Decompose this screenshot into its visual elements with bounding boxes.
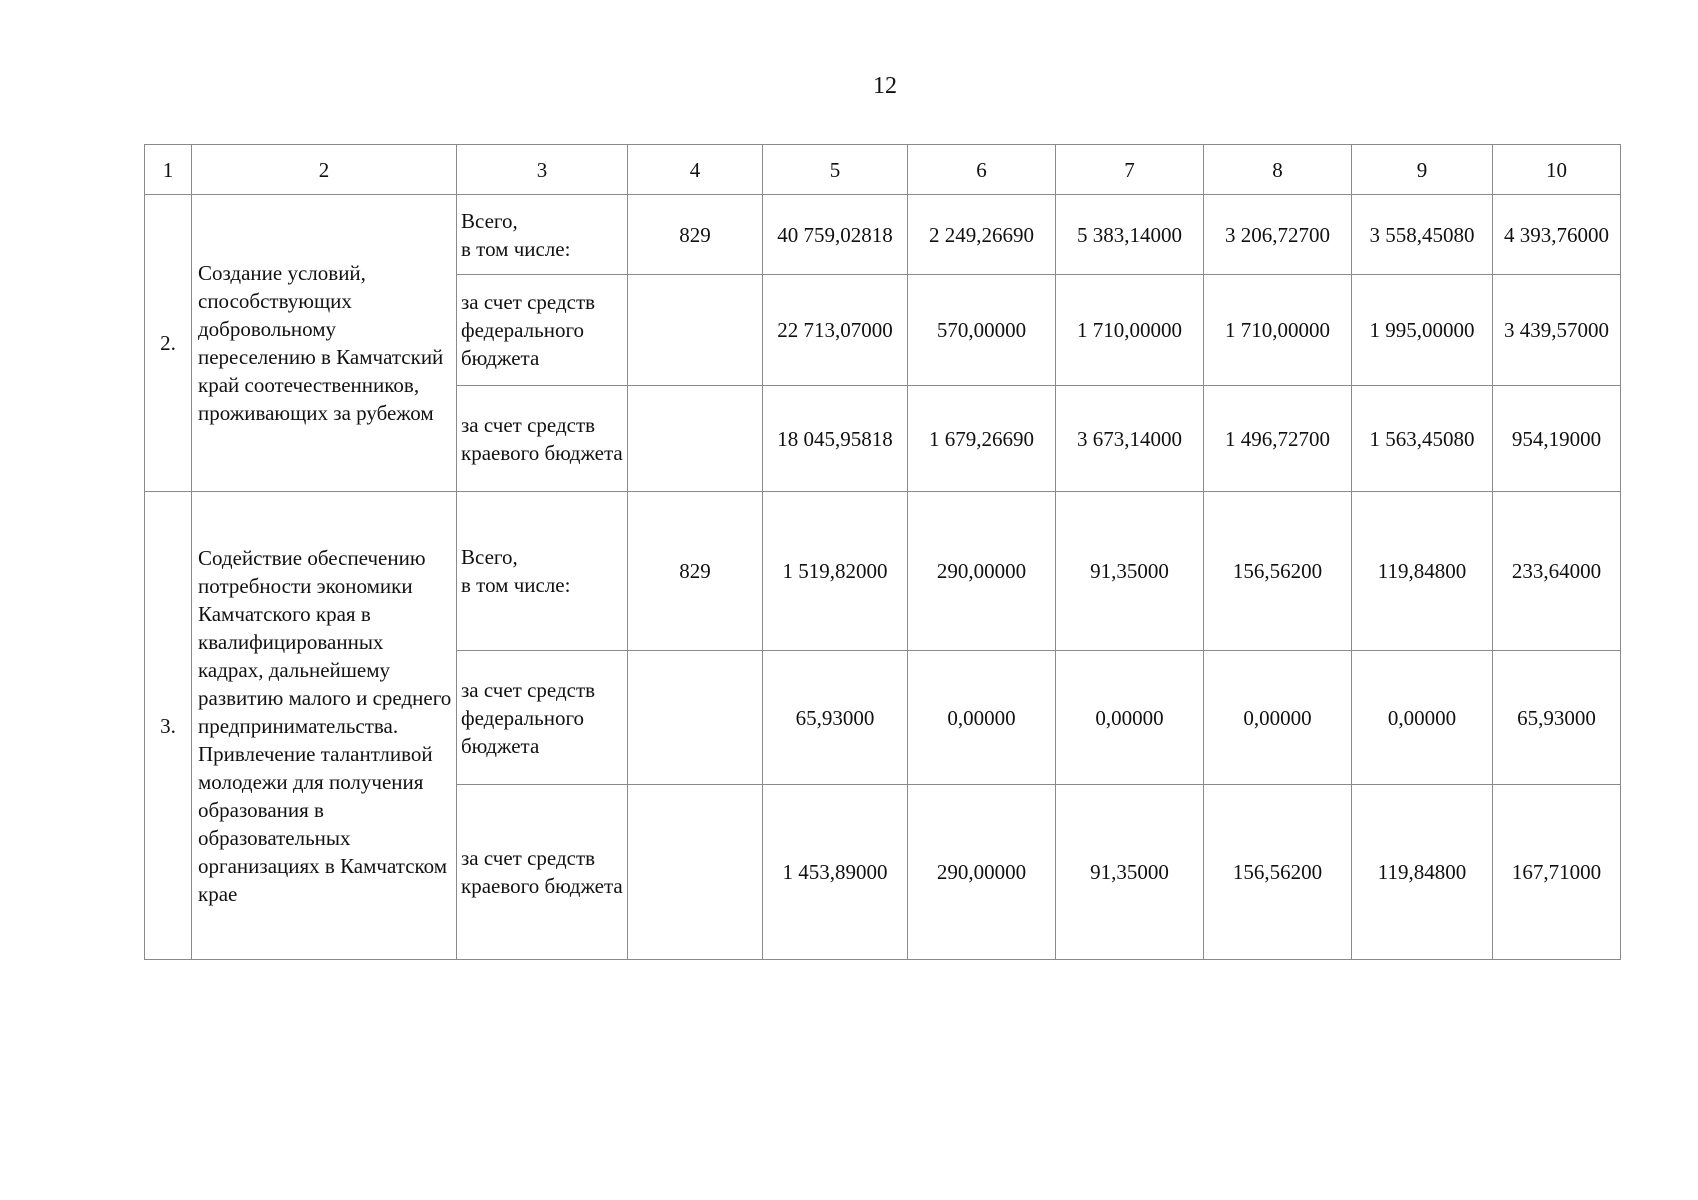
value-cell: 1 453,89000 (763, 785, 908, 960)
value-cell: 65,93000 (763, 651, 908, 785)
value-cell: 0,00000 (1204, 651, 1352, 785)
value-cell: 3 673,14000 (1056, 386, 1204, 492)
value-cell: 0,00000 (1352, 651, 1493, 785)
header-cell: 6 (908, 145, 1056, 195)
header-row (145, 145, 1621, 195)
header-cell: 1 (145, 145, 192, 195)
header-cell: 4 (628, 145, 763, 195)
value-cell: 119,84800 (1352, 492, 1493, 651)
empty-cell (628, 275, 763, 386)
row-label: за счет средств федерального бюджета (457, 651, 628, 785)
value-cell: 40 759,02818 (763, 195, 908, 275)
header-cell: 2 (192, 145, 457, 195)
row-label: за счет средств федерального бюджета (457, 275, 628, 386)
value-cell: 167,71000 (1493, 785, 1621, 960)
header-cell: 9 (1352, 145, 1493, 195)
value-cell: 91,35000 (1056, 492, 1204, 651)
value-cell: 156,56200 (1204, 492, 1352, 651)
section-number: 2. (145, 195, 192, 492)
empty-cell (628, 386, 763, 492)
value-cell: 4 393,76000 (1493, 195, 1621, 275)
budget-code: 829 (628, 492, 763, 651)
value-cell: 1 710,00000 (1056, 275, 1204, 386)
value-cell: 3 558,45080 (1352, 195, 1493, 275)
value-cell: 3 439,57000 (1493, 275, 1621, 386)
budget-table (144, 144, 1621, 960)
table-row (145, 195, 1621, 275)
row-label: за счет средств краевого бюджета (457, 386, 628, 492)
value-cell: 3 206,72700 (1204, 195, 1352, 275)
header-cell: 7 (1056, 145, 1204, 195)
value-cell: 119,84800 (1352, 785, 1493, 960)
value-cell: 1 496,72700 (1204, 386, 1352, 492)
value-cell: 1 679,26690 (908, 386, 1056, 492)
header-cell: 5 (763, 145, 908, 195)
value-cell: 233,64000 (1493, 492, 1621, 651)
section-title: Создание условий, способствующих добровольному переселению в Камчатский край соотечественников, проживающих за рубежом (192, 195, 457, 492)
table-row (145, 492, 1621, 651)
empty-cell (628, 785, 763, 960)
value-cell: 290,00000 (908, 492, 1056, 651)
value-cell: 65,93000 (1493, 651, 1621, 785)
header-cell: 3 (457, 145, 628, 195)
value-cell: 1 519,82000 (763, 492, 908, 651)
row-label: за счет средств краевого бюджета (457, 785, 628, 960)
value-cell: 18 045,95818 (763, 386, 908, 492)
row-label: Всего, в том числе: (457, 492, 628, 651)
page-number: 12 (873, 73, 897, 99)
value-cell: 1 563,45080 (1352, 386, 1493, 492)
row-label: Всего, в том числе: (457, 195, 628, 275)
header-cell: 10 (1493, 145, 1621, 195)
value-cell: 570,00000 (908, 275, 1056, 386)
value-cell: 22 713,07000 (763, 275, 908, 386)
value-cell: 91,35000 (1056, 785, 1204, 960)
value-cell: 2 249,26690 (908, 195, 1056, 275)
empty-cell (628, 651, 763, 785)
section-title: Содействие обеспечению потребности экономики Камчатского края в квалифицированных кадрах, дальнейшему развитию малого и среднего предпринимательства. Привлечение талантливой молодежи для получения образования в образовательных организациях в Камчатском крае (192, 492, 457, 960)
header-cell: 8 (1204, 145, 1352, 195)
budget-code: 829 (628, 195, 763, 275)
section-number: 3. (145, 492, 192, 960)
value-cell: 954,19000 (1493, 386, 1621, 492)
value-cell: 156,56200 (1204, 785, 1352, 960)
value-cell: 1 995,00000 (1352, 275, 1493, 386)
value-cell: 5 383,14000 (1056, 195, 1204, 275)
value-cell: 0,00000 (1056, 651, 1204, 785)
value-cell: 1 710,00000 (1204, 275, 1352, 386)
value-cell: 290,00000 (908, 785, 1056, 960)
value-cell: 0,00000 (908, 651, 1056, 785)
